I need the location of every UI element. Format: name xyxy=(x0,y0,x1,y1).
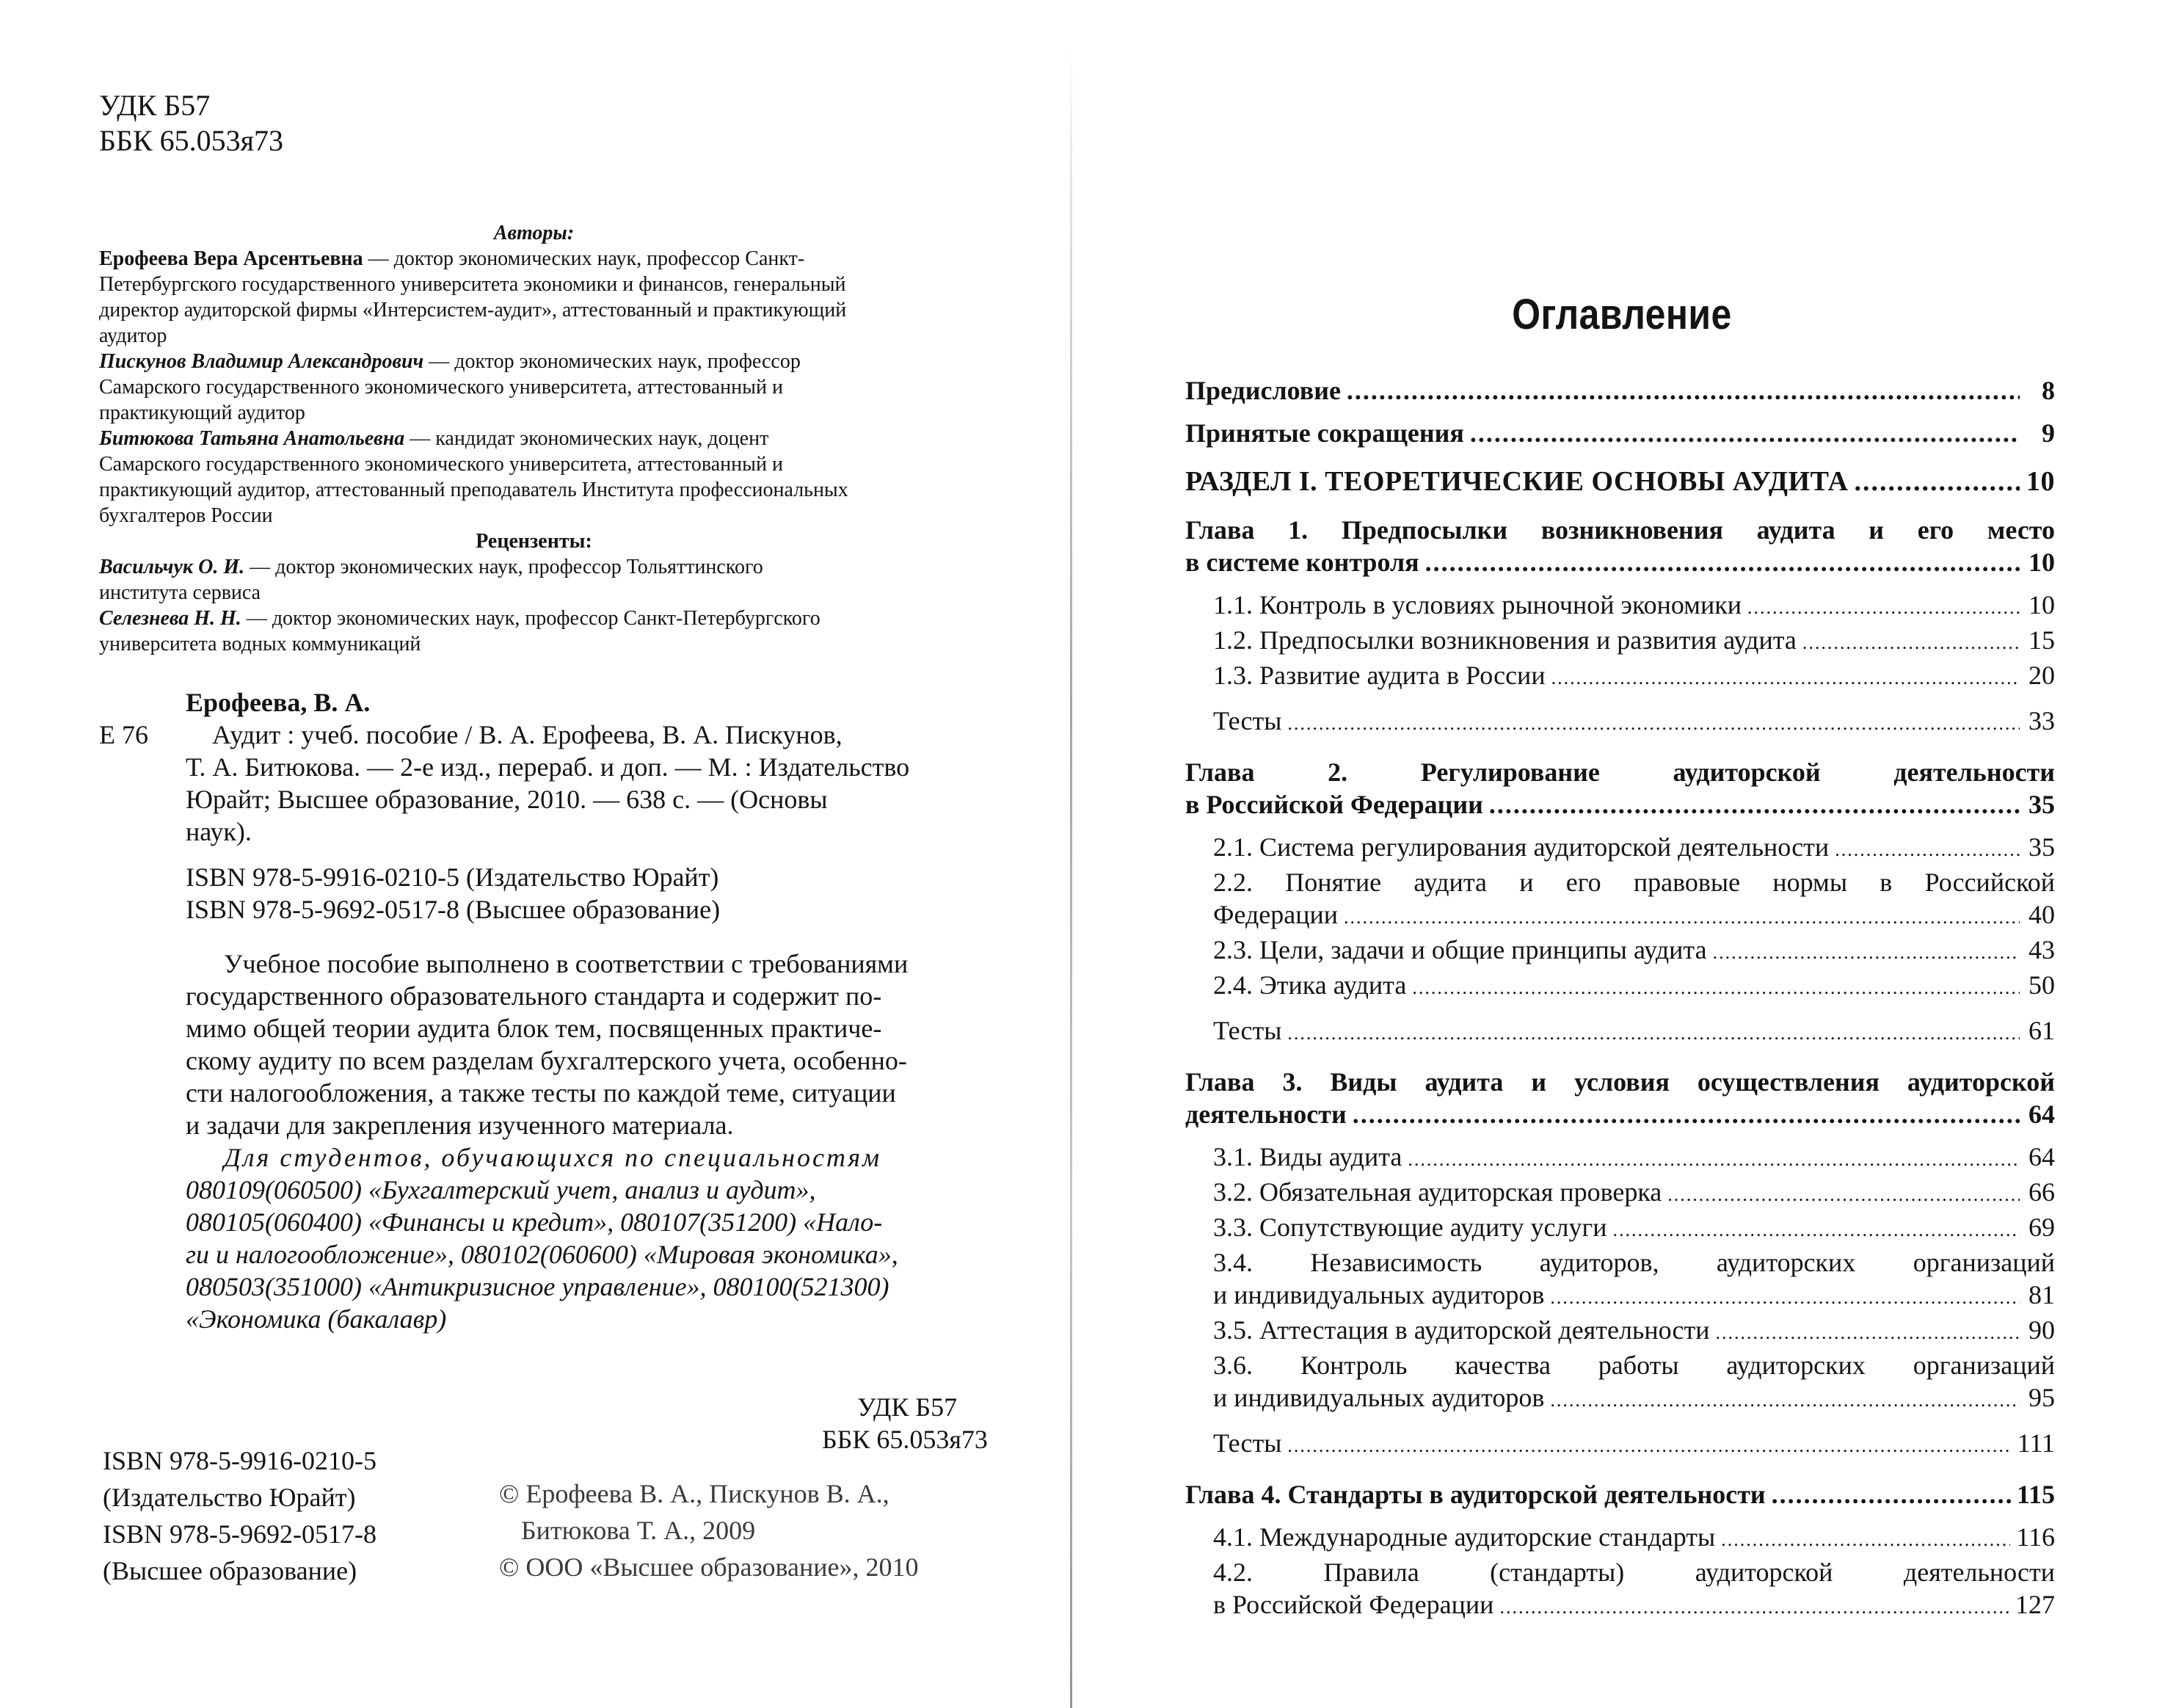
copyright-line: © ООО «Высшее образование», 2010 xyxy=(499,1552,919,1582)
toc-entry-title: Тесты xyxy=(1213,1428,1282,1458)
catalog-description xyxy=(99,719,969,848)
toc-entry-title: в Российской Федерации xyxy=(1185,790,1483,819)
toc-entry-title: 2.1. Система регулирования аудиторской деятельности xyxy=(1213,832,1830,862)
toc-entry-1-3[interactable] xyxy=(1185,659,2055,694)
toc-entry-title: 3.6. Контроль качества работы аудиторских организаций xyxy=(1213,1351,2055,1380)
toc-entry-1-1[interactable] xyxy=(1185,589,2055,624)
toc-entry-title: 4.1. Международные аудиторские стандарты xyxy=(1213,1522,1716,1552)
toc-entry-4-2[interactable] xyxy=(1185,1556,2055,1624)
toc-leader xyxy=(1287,1017,2020,1050)
specialties-line: «Экономика (бакалавр) xyxy=(186,1304,447,1334)
toc-page-number: 8 xyxy=(2042,376,2055,405)
toc-entry-title: 4.2. Правила (стандарты) аудиторской деятельности xyxy=(1213,1558,2055,1587)
toc-entry-tests-2[interactable] xyxy=(1185,1014,2055,1050)
toc-entry-3-3[interactable] xyxy=(1185,1211,2055,1246)
toc-page-number: 15 xyxy=(2028,625,2055,655)
book-spine xyxy=(1070,44,1072,1708)
toc-leader xyxy=(1499,1591,2009,1624)
toc-entry-2-1[interactable] xyxy=(1185,831,2055,866)
toc-entry-chapter-2[interactable] xyxy=(1185,756,2055,821)
toc-leader xyxy=(1747,592,2020,624)
author-name: Ерофеева Вера Арсентьевна xyxy=(99,247,363,270)
toc-page-number: 66 xyxy=(2028,1177,2055,1207)
reviewer-name: Васильчук О. И. xyxy=(99,556,245,578)
toc-leader xyxy=(1408,1144,2020,1176)
left-page xyxy=(0,0,1068,1708)
toc-entry-chapter-3[interactable] xyxy=(1185,1066,2055,1130)
udk-code: УДК Б57 xyxy=(857,1392,958,1422)
toc-entry-title: деятельности xyxy=(1185,1100,1347,1129)
toc-page-number: 20 xyxy=(2028,661,2055,690)
toc-entry-preface[interactable] xyxy=(1185,374,2055,407)
toc-entry-title: и индивидуальных аудиторов xyxy=(1213,1280,1545,1309)
copyright-block xyxy=(499,1475,919,1585)
toc-leader xyxy=(1772,1478,2011,1511)
reviewer-text: университета водных коммуникаций xyxy=(99,633,421,655)
reviewer-entry xyxy=(99,554,969,606)
author-text: Самарского государственного экономического университета, аттестованный и xyxy=(99,453,783,476)
toc-entry-title: в Российской Федерации xyxy=(1213,1590,1494,1619)
toc-page-number: 61 xyxy=(2028,1016,2055,1045)
bottom-isbn-block xyxy=(103,1442,376,1589)
toc-entry-title: Тесты xyxy=(1213,706,1282,735)
author-text: — кандидат экономических наук, доцент xyxy=(404,427,769,450)
catalog-line: Т. А. Битюкова. — 2-е изд., перераб. и доп. — М. : Издательство xyxy=(186,752,910,782)
toc-leader xyxy=(1612,1214,2020,1246)
toc-page-number: 111 xyxy=(2017,1428,2055,1458)
isbn-line: ISBN 978-5-9916-0210-5 xyxy=(103,1446,376,1475)
toc-leader xyxy=(1287,708,2020,740)
reviewers-heading: Рецензенты: xyxy=(476,530,592,553)
toc-page-number: 10 xyxy=(2026,466,2055,497)
isbn-line: ISBN 978-5-9916-0210-5 (Издательство Юрайт) xyxy=(186,862,719,892)
bbk-code: ББК 65.053я73 xyxy=(822,1425,988,1454)
toc-page-number: 10 xyxy=(2028,548,2055,577)
toc-entry-2-2[interactable] xyxy=(1185,866,2055,934)
toc-entry-2-3[interactable] xyxy=(1185,934,2055,969)
toc-entry-3-1[interactable] xyxy=(1185,1141,2055,1176)
toc-entry-title: 1.2. Предпосылки возникновения и развития аудита xyxy=(1213,625,1797,655)
toc-entry-title: Глава 2. Регулирование аудиторской деятельности xyxy=(1185,757,2055,787)
toc-entry-title: Тесты xyxy=(1213,1016,1282,1045)
toc-leader xyxy=(1425,546,2020,578)
catalog-record xyxy=(99,686,969,1335)
author-name: Пискунов Владимир Александрович xyxy=(99,350,424,373)
toc-page-number: 116 xyxy=(2016,1522,2055,1552)
author-text: практикующий аудитор xyxy=(99,401,305,424)
author-entry xyxy=(99,246,969,349)
toc-leader xyxy=(1344,901,2020,934)
author-name: Битюкова Татьяна Анатольевна xyxy=(99,427,405,450)
toc-leader xyxy=(1353,1098,2020,1130)
annotation-line: государственного образовательного стандарта и содержит по- xyxy=(186,981,882,1011)
toc-entry-title: 2.2. Понятие аудита и его правовые нормы в Российской xyxy=(1213,868,2055,897)
toc-entry-title: 3.4. Независимость аудиторов, аудиторских организаций xyxy=(1213,1248,2055,1277)
author-text: — доктор экономических наук, профессор xyxy=(423,350,801,373)
toc-entry-title: Предисловие xyxy=(1185,376,1341,405)
toc-page-number: 10 xyxy=(2028,590,2055,619)
toc-entry-title: Глава 1. Предпосылки возникновения аудита и его место xyxy=(1185,515,2055,545)
toc-page-number: 81 xyxy=(2028,1280,2055,1309)
page-title: Оглавление xyxy=(1512,291,1732,338)
author-text: — доктор экономических наук, профессор Санкт- xyxy=(363,247,805,270)
toc-leader xyxy=(1287,1430,2011,1462)
toc-entry-title: 1.1. Контроль в условиях рыночной экономики xyxy=(1213,590,1742,619)
annotation-line: и задачи для закрепления изученного материала. xyxy=(186,1111,734,1140)
toc-leader xyxy=(1412,972,2020,1004)
toc-page-number: 50 xyxy=(2028,970,2055,1000)
specialties-line: ги и налогообложение», 080102(060600) «Мировая экономика», xyxy=(186,1240,898,1269)
reviewer-entry xyxy=(99,606,969,657)
toc-leader xyxy=(1347,374,2020,407)
toc-entry-4-1[interactable] xyxy=(1185,1521,2055,1556)
toc-leader xyxy=(1550,1282,2020,1314)
toc-entry-title: и индивидуальных аудиторов xyxy=(1213,1383,1545,1412)
catalog-author: Ерофеева, В. А. xyxy=(186,688,371,717)
toc-entry-tests-1[interactable] xyxy=(1185,705,2055,740)
toc-entry-title: 3.3. Сопутствующие аудиту услуги xyxy=(1213,1213,1607,1242)
authors-block xyxy=(99,220,969,657)
toc-entry-abbreviations[interactable] xyxy=(1185,417,2055,449)
reviewer-name: Селезнева Н. Н. xyxy=(99,607,241,630)
specialties-line: 080503(351000) «Антикризисное управление», 080100(521300) xyxy=(186,1272,889,1301)
toc-leader xyxy=(1835,834,2020,866)
toc-entry-1-2[interactable] xyxy=(1185,624,2055,659)
toc-leader xyxy=(1489,788,2020,821)
toc-leader xyxy=(1551,662,2020,694)
specialties-line: 080109(060500) «Бухгалтерский учет, анализ и аудит», xyxy=(186,1175,816,1204)
bottom-classification-codes xyxy=(822,1391,988,1456)
isbn-line: (Издательство Юрайт) xyxy=(103,1483,356,1512)
toc-leader xyxy=(1713,937,2020,969)
toc-entry-3-4[interactable] xyxy=(1185,1246,2055,1314)
catalog-line: наук). xyxy=(186,817,252,846)
toc-leader xyxy=(1470,417,2020,449)
toc-page-number: 64 xyxy=(2028,1142,2055,1171)
toc-entry-title: 2.3. Цели, задачи и общие принципы аудита xyxy=(1213,935,1707,964)
author-entry xyxy=(99,349,969,426)
toc-page-number: 90 xyxy=(2028,1315,2055,1345)
annotation xyxy=(99,948,969,1335)
toc-entry-title: 2.4. Этика аудита xyxy=(1213,970,1407,1000)
author-mark: Е 76 xyxy=(99,720,148,749)
toc-entry-title: 3.5. Аттестация в аудиторской деятельности xyxy=(1213,1315,1710,1345)
toc-entry-2-4[interactable] xyxy=(1185,969,2055,1004)
toc-entry-title: в системе контроля xyxy=(1185,548,1419,577)
reviewer-text: — доктор экономических наук, профессор Тольяттинского xyxy=(244,556,763,578)
copyright-line: © Ерофеева В. А., Пискунов В. А., xyxy=(499,1479,889,1508)
toc-page-number: 127 xyxy=(2015,1590,2055,1619)
bbk-code: ББК 65.053я73 xyxy=(99,124,284,157)
toc-entry-tests-3[interactable] xyxy=(1185,1427,2055,1462)
toc-entry-title: Принятые сокращения xyxy=(1185,418,1464,448)
toc-entry-title: Глава 4. Стандарты в аудиторской деятельности xyxy=(1185,1480,1766,1509)
table-of-contents xyxy=(1185,374,2055,1624)
toc-page-number: 43 xyxy=(2028,935,2055,964)
right-page xyxy=(1079,0,2165,1708)
toc-leader xyxy=(1802,627,2020,659)
annotation-line: мимо общей теории аудита блок тем, посвященных практиче- xyxy=(186,1014,882,1043)
authors-heading: Авторы: xyxy=(493,222,575,244)
toc-page-number: 64 xyxy=(2028,1100,2055,1129)
author-text: бухгалтеров России xyxy=(99,504,273,527)
catalog-line: Юрайт; Высшее образование, 2010. — 638 с. — (Основы xyxy=(186,785,828,814)
toc-entry-chapter-1[interactable] xyxy=(1185,514,2055,578)
toc-entry-chapter-4[interactable] xyxy=(1185,1478,2055,1511)
toc-leader xyxy=(1550,1384,2020,1417)
reviewer-text: института сервиса xyxy=(99,581,261,604)
specialties-line: 080105(060400) «Финансы и кредит», 080107(351200) «Нало- xyxy=(186,1207,883,1237)
toc-entry-title: 1.3. Развитие аудита в России xyxy=(1213,661,1546,690)
classification-codes xyxy=(99,88,283,159)
isbn-line: (Высшее образование) xyxy=(103,1556,357,1585)
catalog-line: Аудит : учеб. пособие / В. А. Ерофеева, В. А. Пискунов, xyxy=(212,720,843,749)
toc-entry-title: РАЗДЕЛ I. ТЕОРЕТИЧЕСКИЕ ОСНОВЫ АУДИТА xyxy=(1185,466,1849,497)
udk-code: УДК Б57 xyxy=(99,89,211,122)
toc-page-number: 9 xyxy=(2042,418,2055,448)
toc-leader xyxy=(1715,1317,2020,1349)
copyright-line: Битюкова Т. А., 2009 xyxy=(521,1516,756,1545)
toc-entry-title: 3.1. Виды аудита xyxy=(1213,1142,1402,1171)
specialties-line: Для студентов, обучающихся по специальностям xyxy=(224,1143,882,1172)
toc-entry-title: Федерации xyxy=(1213,900,1339,929)
toc-leader xyxy=(1855,465,2020,498)
toc-page-number: 95 xyxy=(2028,1383,2055,1412)
toc-page-number: 35 xyxy=(2028,832,2055,862)
reviewer-text: — доктор экономических наук, профессор Санкт-Петербургского xyxy=(241,607,820,630)
isbn-line: ISBN 978-5-9692-0517-8 xyxy=(103,1519,376,1549)
author-text: практикующий аудитор, аттестованный преподаватель Института профессиональных xyxy=(99,479,848,501)
toc-page-number: 40 xyxy=(2028,900,2055,929)
author-entry xyxy=(99,426,969,528)
toc-entry-3-5[interactable] xyxy=(1185,1314,2055,1349)
annotation-line: сти налогообложения, а также тесты по каждой теме, ситуации xyxy=(186,1078,896,1108)
annotation-line: Учебное пособие выполнено в соответствии с требованиями xyxy=(224,949,909,978)
author-text: Самарского государственного экономического университета, аттестованный и xyxy=(99,376,783,399)
toc-page-number: 69 xyxy=(2028,1213,2055,1242)
toc-entry-title: 3.2. Обязательная аудиторская проверка xyxy=(1213,1177,1662,1207)
toc-entry-section-1[interactable] xyxy=(1185,465,2055,498)
toc-page-number: 33 xyxy=(2028,706,2055,735)
toc-leader xyxy=(1667,1179,2020,1211)
isbn-line: ISBN 978-5-9692-0517-8 (Высшее образование) xyxy=(186,895,721,924)
toc-entry-3-6[interactable] xyxy=(1185,1349,2055,1417)
toc-leader xyxy=(1721,1524,2010,1556)
author-text: аудитор xyxy=(99,324,167,347)
annotation-line: скому аудиту по всем разделам бухгалтерского учета, особенно- xyxy=(186,1046,907,1075)
author-text: Петербургского государственного университета экономики и финансов, генеральный xyxy=(99,273,846,296)
toc-page-number: 35 xyxy=(2028,790,2055,819)
toc-entry-title: Глава 3. Виды аудита и условия осуществления аудиторской xyxy=(1185,1067,2055,1097)
toc-page-number: 115 xyxy=(2016,1480,2055,1509)
isbn-block xyxy=(99,861,969,926)
author-text: директор аудиторской фирмы «Интерсистем-аудит», аттестованный и практикующий xyxy=(99,299,847,321)
toc-entry-3-2[interactable] xyxy=(1185,1176,2055,1211)
